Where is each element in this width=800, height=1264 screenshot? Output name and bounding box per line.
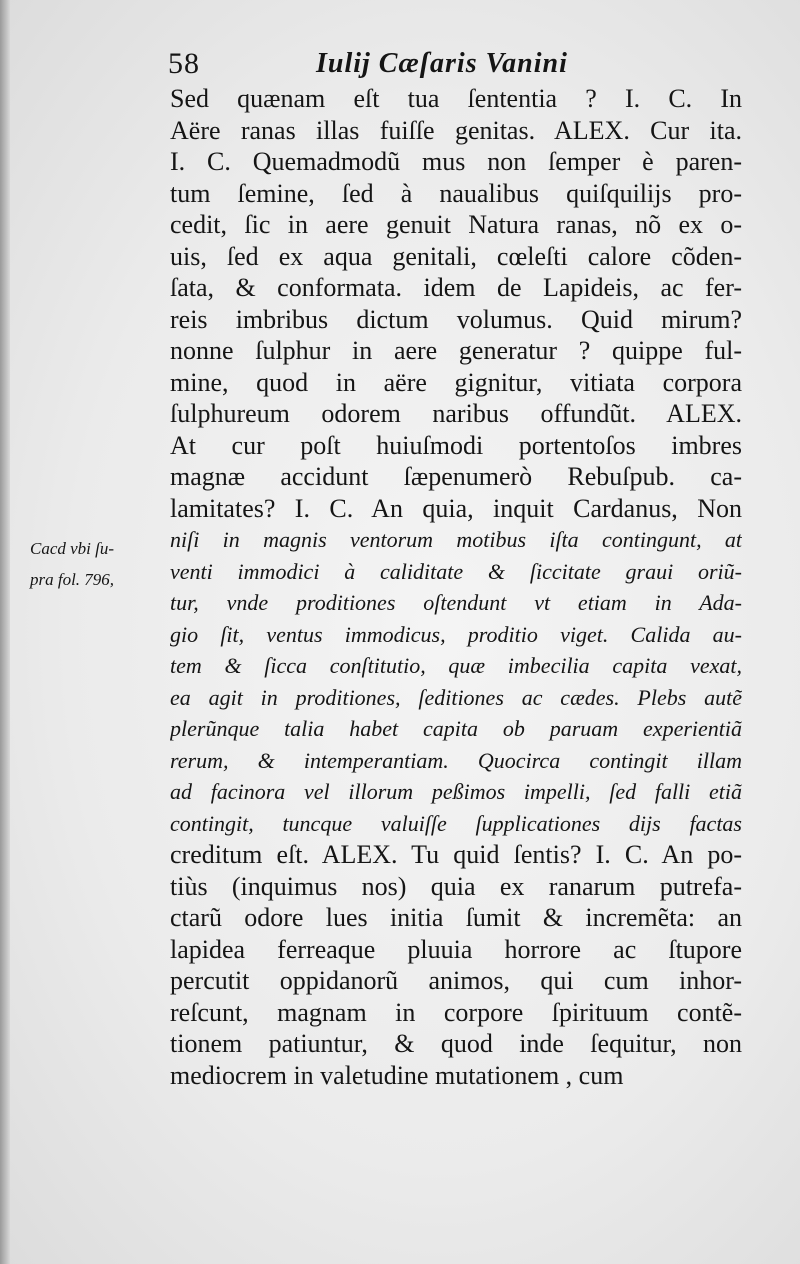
marginal-note-line: Cacd vbi ſu- (30, 539, 115, 558)
text-line: rerum, & intemperantiam. Quocirca contingit illam (170, 747, 742, 773)
text-line: lamitates? I. C. An quia, inquit Cardanus, Non (170, 493, 742, 523)
text-line: nonne ſulphur in aere generatur ? quippe ful- (170, 336, 742, 365)
text-line: tur, vnde proditiones oſtendunt vt etiam in Ada- (170, 590, 742, 615)
text-line: Aëre ranas illas fuiſſe genitas. ALEX. Cur ita. (170, 115, 742, 145)
marginal-note-line: pra fol. 796, (30, 570, 115, 589)
text-line: ſata, & conformata. idem de Lapideis, ac fer- (170, 273, 742, 302)
text-line: ctarũ odore lues initia ſumit & incremẽta: an (170, 903, 742, 932)
text-line: creditum eſt. ALEX. Tu quid ſentis? I. C. An po- (170, 840, 742, 869)
text-line: At cur poſt huiuſmodi portentoſos imbres (170, 430, 742, 460)
text-line: venti immodici à caliditate & ſiccitate graui oriũ- (170, 558, 742, 584)
text-line: I. C. Quemadmodũ mus non ſemper è paren- (170, 147, 742, 176)
text-line: ea agit in proditiones, ſeditiones ac cædes. Plebs autẽ (170, 684, 742, 710)
text-line: mediocrem in valetudine mutationem , cum (170, 1060, 624, 1090)
text-line: percutit oppidanorũ animos, qui cum inhor- (170, 966, 742, 995)
text-line: tum ſemine, ſed à naualibus quiſquilijs pro- (170, 178, 742, 208)
text-line: tem & ſicca conſtitutio, quæ imbecilia capita vexat, (170, 653, 742, 678)
text-line: ad facinora vel illorum peßimos impelli, ſed falli etiã (170, 779, 742, 804)
text-line: uis, ſed ex aqua genitali, cœleſti calore cõden- (170, 241, 742, 271)
text-line: mine, quod in aëre gignitur, vitiata corpora (170, 367, 742, 397)
text-line: contingit, tuncque valuiſſe ſupplicationes dijs factas (170, 810, 742, 836)
text-line: niſi in magnis ventorum motibus iſta contingunt, at (170, 527, 742, 552)
text-line: plerũnque talia habet capita ob paruam experientiã (170, 716, 742, 741)
text-line: Sed quænam eſt tua ſententia ? I. C. In (170, 84, 742, 113)
text-line: reis imbribus dictum volumus. Quid mirum? (170, 304, 742, 334)
text-line: lapidea ferreaque pluuia horrore ac ſtupore (170, 934, 742, 964)
text-line: tiùs (inquimus nos) quia ex ranarum putrefa- (170, 871, 742, 901)
text-line: tionem patiuntur, & quod inde ſequitur, non (170, 1029, 742, 1058)
text-line: cedit, ſic in aere genuit Natura ranas, nõ ex o- (170, 210, 742, 239)
running-head: Iulij Cæſaris Vanini (316, 48, 568, 79)
main-text-block (170, 83, 742, 1091)
marginal-note (30, 533, 162, 595)
text-line: gio ſit, ventus immodicus, proditio viget. Calida au- (170, 621, 742, 647)
text-line: ſulphureum odorem naribus offundũt. ALEX. (170, 399, 742, 428)
text-line: magnæ accidunt ſæpenumerò Rebuſpub. ca- (170, 462, 742, 491)
text-line: reſcunt, magnam in corpore ſpirituum contẽ- (170, 997, 742, 1027)
page-number: 58 (168, 47, 200, 80)
page-gutter-shadow (0, 0, 10, 1264)
